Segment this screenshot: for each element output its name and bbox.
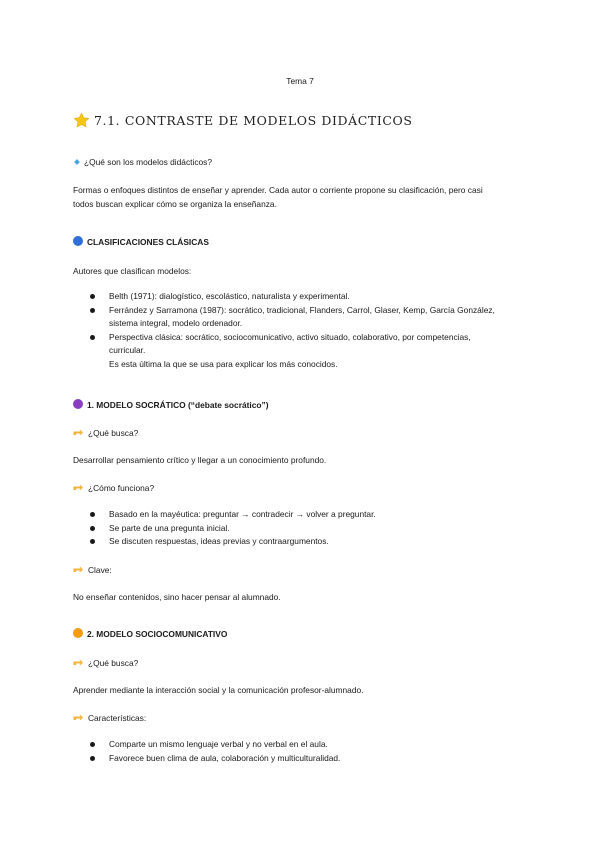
intro-line-2: todos buscan explicar cómo se organiza la enseñanza.	[73, 198, 277, 209]
socratic-heading-text: 1. MODELO SOCRÁTICO (“debate socrático”)	[87, 400, 269, 410]
intro-line-1: Formas o enfoques distintos de enseñar y aprender. Cada autor o corriente propone su clasificación, pero casi	[73, 185, 483, 195]
pointing-hand-icon	[73, 713, 85, 722]
list-item: Se discuten respuestas, ideas previas y contraargumentos.	[90, 535, 530, 549]
pointing-hand-icon	[73, 428, 85, 437]
socratic-key-label: Clave:	[73, 564, 112, 578]
authors-label: Autores que clasifican modelos:	[73, 266, 192, 276]
socratic-how-list	[90, 508, 530, 549]
socratic-key-text: No enseñar contenidos, sino hacer pensar al alumnado.	[73, 592, 281, 602]
pointing-hand-icon	[73, 483, 85, 492]
page-header: Tema 7	[286, 76, 314, 86]
socio-features-list	[90, 738, 530, 765]
authors-list	[90, 290, 530, 371]
star-icon	[73, 112, 90, 129]
blue-circle-icon	[73, 236, 83, 246]
purple-circle-icon	[73, 399, 83, 409]
section-title	[73, 112, 413, 129]
list-item: Favorece buen clima de aula, colaboración y multiculturalidad.	[90, 752, 530, 766]
pointing-hand-icon	[73, 658, 85, 667]
socio-seeks-answer: Aprender mediante la interacción social y la comunicación profesor-alumnado.	[73, 685, 364, 695]
socratic-q-how: ¿Cómo funciona?	[73, 482, 154, 496]
classic-heading-text: CLASIFICACIONES CLÁSICAS	[87, 237, 209, 247]
question-models	[73, 156, 212, 170]
socio-q-seeks: ¿Qué busca?	[73, 657, 138, 671]
list-item: Ferrández y Sarramona (1987): socrático, tradicional, Flanders, Carrol, Glaser, Kemp, García González, sistema integral, modelo ordenador.	[90, 304, 530, 331]
list-item: Se parte de una pregunta inicial.	[90, 522, 530, 536]
small-blue-diamond-icon	[74, 159, 80, 165]
question-models-text: ¿Qué son los modelos didácticos?	[84, 157, 213, 167]
socio-features-label: Características:	[73, 712, 146, 726]
list-item: Basado en la mayéutica: preguntar → contradecir → volver a preguntar.	[90, 508, 530, 522]
list-item: Perspectiva clásica: socrático, sociocomunicativo, activo situado, colaborativo, por competencias, curricular. Es esta última la que se usa para explicar los más conocidos.	[90, 331, 530, 372]
classic-heading	[73, 236, 209, 250]
intro-paragraph	[73, 184, 533, 211]
socratic-q-seeks: ¿Qué busca?	[73, 427, 138, 441]
socratic-heading	[73, 399, 268, 413]
list-item: Belth (1971): dialogístico, escolástico, naturalista y experimental.	[90, 290, 530, 304]
socio-heading	[73, 628, 227, 642]
title-text: 7.1. CONTRASTE DE MODELOS DIDÁCTICOS	[94, 113, 413, 128]
socio-heading-text: 2. MODELO SOCIOCOMUNICATIVO	[87, 629, 228, 639]
orange-circle-icon	[73, 628, 83, 638]
list-item: Comparte un mismo lenguaje verbal y no verbal en el aula.	[90, 738, 530, 752]
pointing-hand-icon	[73, 565, 85, 574]
socratic-seeks-answer: Desarrollar pensamiento crítico y llegar a un conocimiento profundo.	[73, 455, 327, 465]
